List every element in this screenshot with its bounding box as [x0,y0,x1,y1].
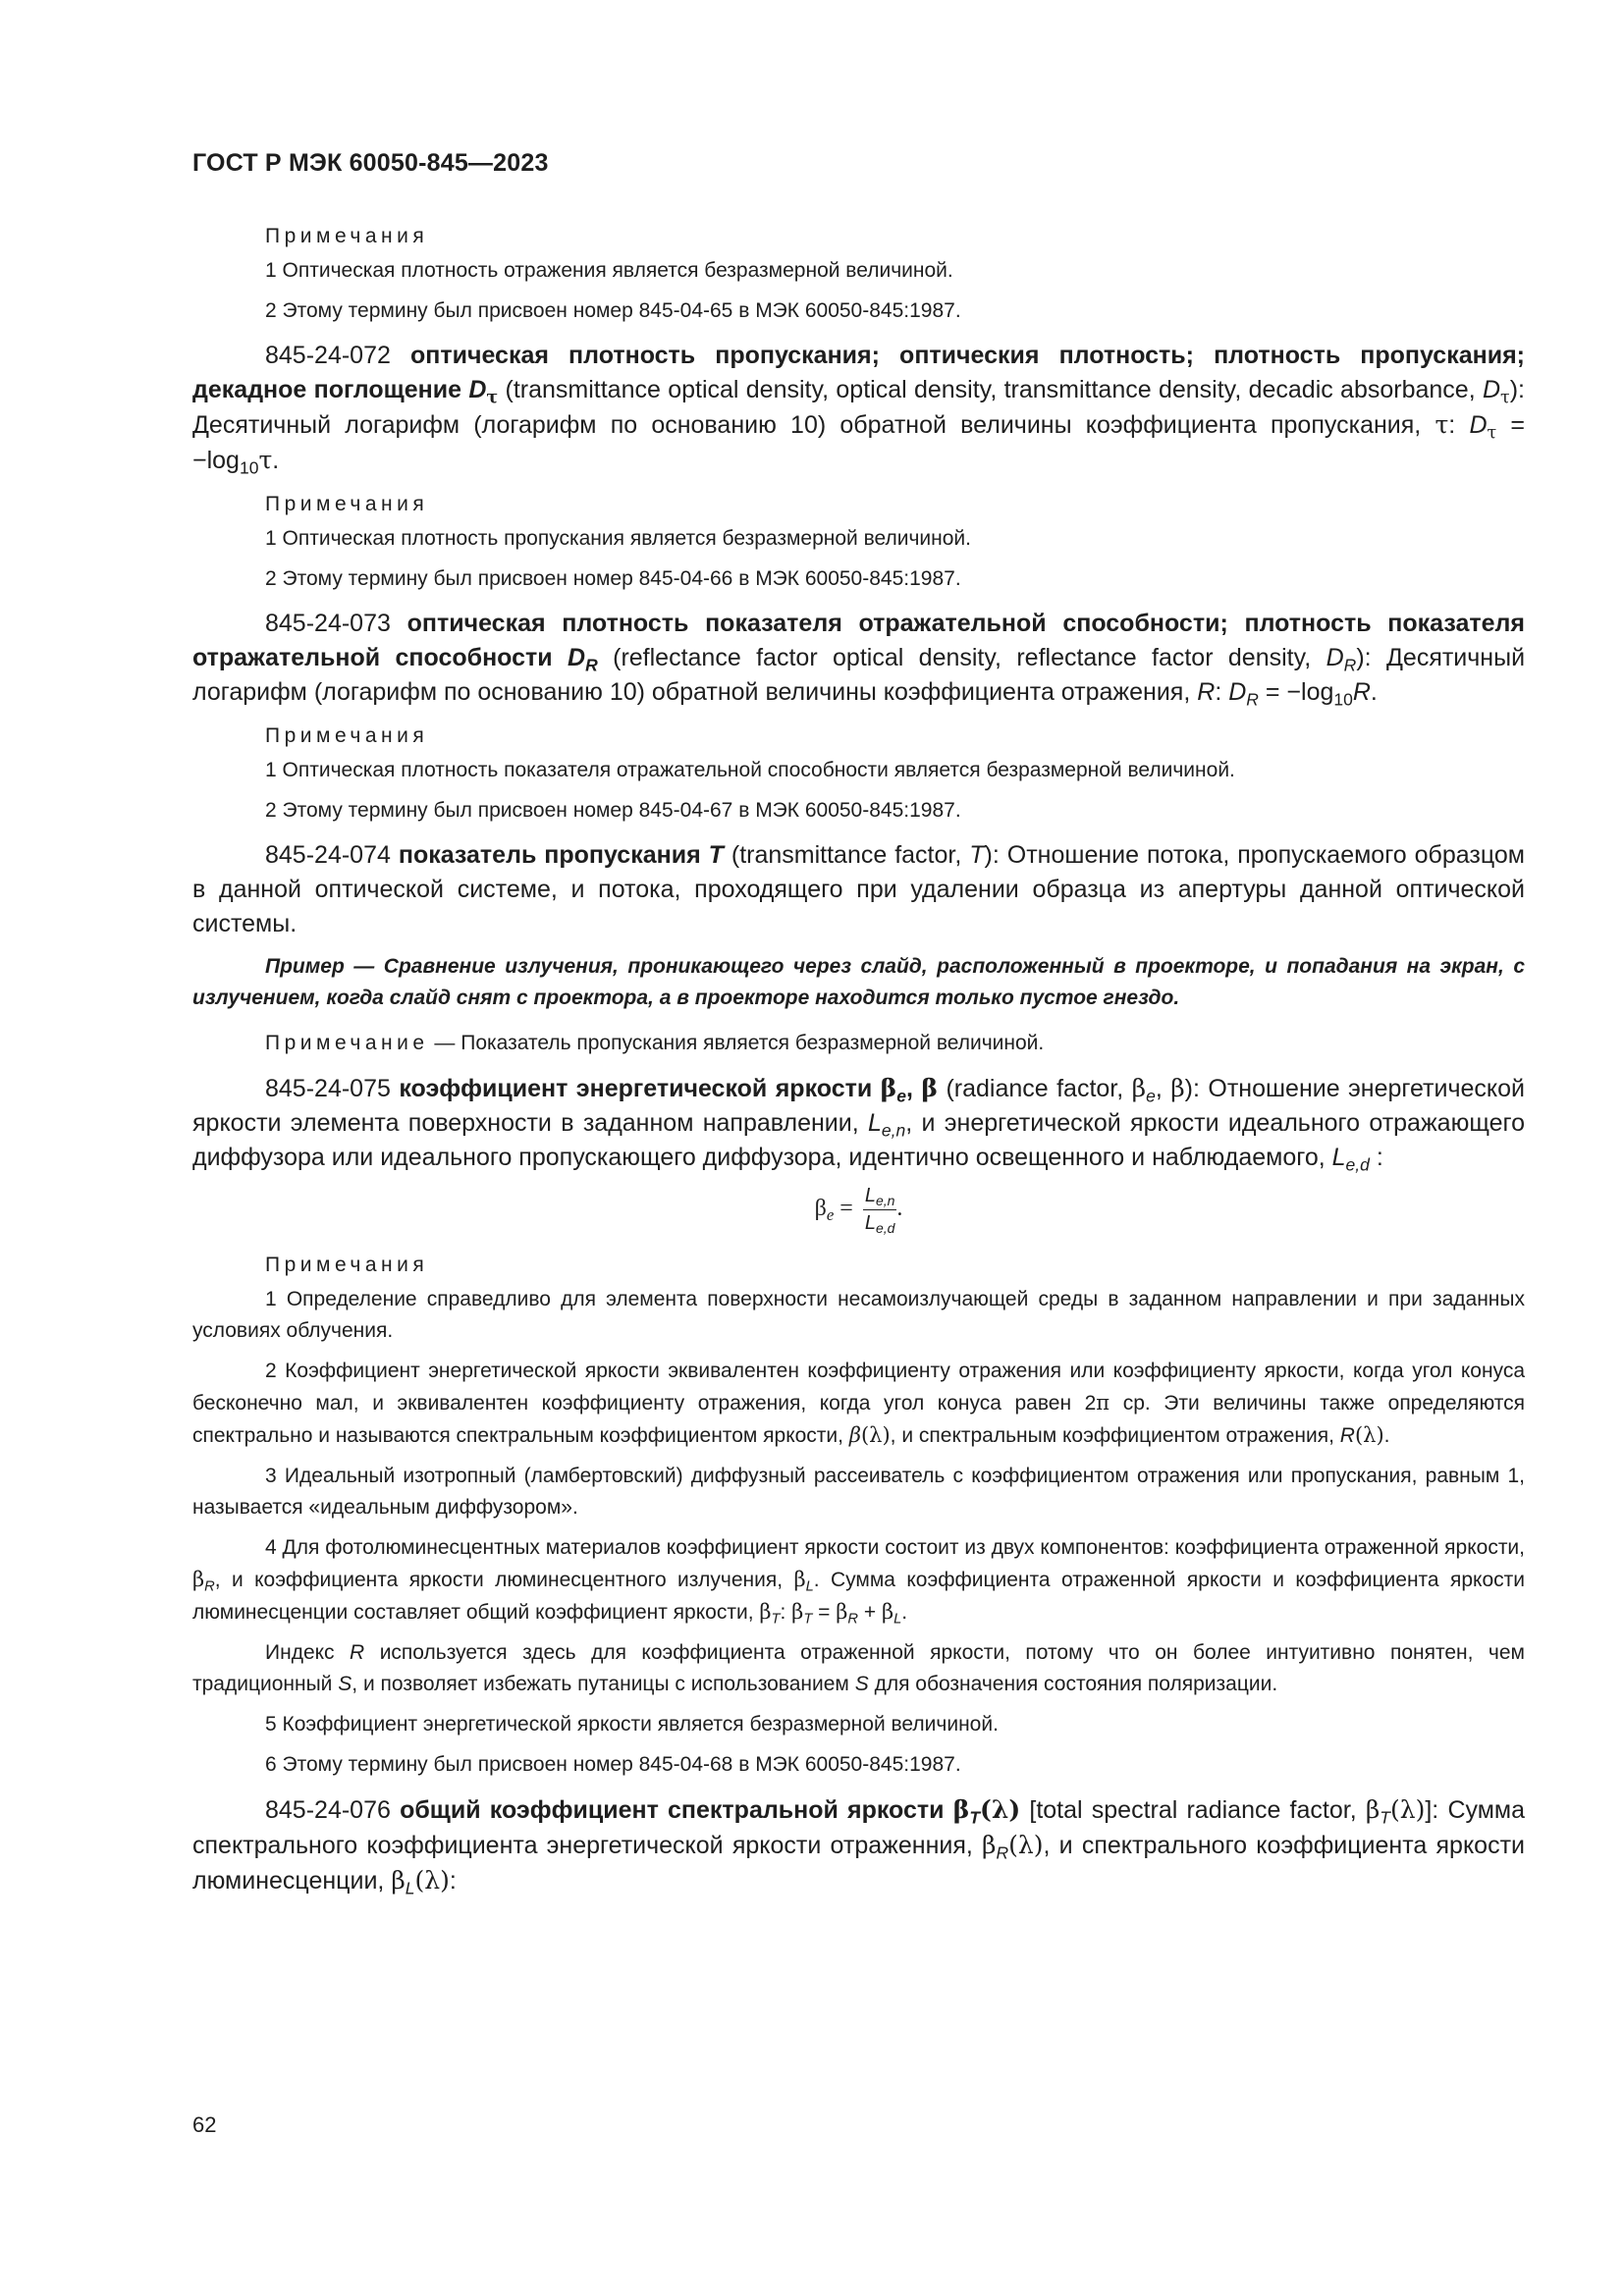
note-text: 1 Оптическая плотность показателя отражательной способности является безразмерной величиной. [265,759,1235,781]
symbol-sub: τ [1500,388,1510,408]
notes-heading: Примечания [265,724,429,747]
page [192,0,1525,2296]
term-name: общий коэффициент спектральной яркости [400,1796,945,1824]
tau: τ [258,446,273,474]
beta-sub: R [996,1842,1009,1863]
english-close: ): [1509,376,1526,403]
colon: : [449,1867,457,1895]
formula-base: 10 [239,457,259,478]
term-number: 845-24-075 [265,1075,391,1102]
note-text: 5 Коэффициент энергетической яркости является безразмерной величиной. [265,1713,999,1735]
symbol-r: R [350,1641,365,1664]
note-text: 2 Этому термину был присвоен номер 845-04-67 в МЭК 60050-845:1987. [265,799,961,822]
symbol-l: L [864,1185,876,1206]
symbol: D [1326,644,1344,671]
note-text: , и спектральным коэффициентом отражения, [890,1424,1334,1447]
beta: β [1170,1074,1185,1102]
example-text: Пример — Сравнение излучения, проникающего через слайд, расположенный в проекторе, и попадания на экран, с излучением, когда слайд снят с проектора, а в проекторе находится только пустое гнездо. [192,955,1525,1009]
note-text: . Сумма коэффициента отраженной яркости и коэффициента яркости люминесценции составляет общий коэффициент яркости, [192,1569,1525,1624]
term-number: 845-24-074 [265,841,391,869]
note-text: 4 Для фотолюминесцентных материалов коэффициент яркости состоит из двух компонентов: коэффициента отраженной яркости, [265,1536,1525,1559]
term-symbol: D [468,376,487,403]
note-4: 4 Для фотолюминесцентных материалов коэффициент яркости состоит из двух компонентов: коэффициента отраженной яркости, $\beta_R$, и коэффициента яркости люминесцентного излучения, $\beta_L$. Сумма коэффициента отраженной яркости и коэффициента яркости люминесценции составляет общий коэффициент яркости, $\beta_T$: $\beta_T = \beta_R + \beta_L$. [192,1536,1525,1628]
symbol: D [1228,678,1247,706]
note-text: 2 Коэффициент энергетической яркости эквивалентен коэффициенту отражения или коэффициенту яркости, когда угол конуса бесконечно мал, и эквивалентен коэффициенту отражения, когда угол конуса равен 2 [192,1360,1525,1415]
note-text: ср. Эти величины также определяются спектрально и называются спектральным коэффициентом яркости, [192,1392,1525,1447]
beta-sub: L [405,1878,415,1898]
beta-sub: e [826,1205,835,1225]
symbol-s: S [854,1673,869,1695]
beta-sub: L [805,1578,814,1595]
symbol-r: R [1339,1424,1355,1447]
beta: β [1131,1074,1147,1102]
beta: β [814,1196,827,1222]
beta: β [793,1568,806,1591]
symbol-r: R [1352,678,1371,706]
note-text: Индекс [265,1641,335,1664]
term-name: оптическая плотность пропускания; оптическия плотность; плотность пропускания; декадное поглощение [192,342,1525,403]
term-definition: , и спектрального коэффициента яркости люминесценции, [192,1832,1525,1895]
english-close: ): [1184,1075,1200,1102]
symbol-r: R [1197,678,1216,706]
note-text: 1 Определение справедливо для элемента поверхности несамоизлучающей среды в заданном направлении и при заданных условиях облучения. [192,1288,1525,1342]
symbol-sub: τ [1487,423,1497,444]
beta-sub: R [847,1611,858,1628]
english-close: ]: [1425,1796,1439,1824]
colon: : [1376,1144,1383,1171]
term-english: (transmittance optical density, optical density, transmittance density, decadic absorbance, [505,376,1476,403]
formula-part: = −log [1265,678,1334,706]
term-name: показатель пропускания [398,841,701,869]
beta: β [952,1795,970,1824]
lambda: (λ) [1008,1831,1044,1859]
beta: β [391,1866,406,1895]
notes-heading: Примечания [265,225,429,247]
term-entry-074 [192,838,1525,941]
beta: β [881,1600,894,1624]
beta-sub: T [803,1611,813,1628]
single-note [192,1028,1525,1059]
beta: β [880,1074,897,1102]
formula-base: 10 [1333,689,1353,710]
term-number: 845-24-073 [265,610,391,637]
fraction-numerator [863,1185,897,1210]
beta-sub: T [771,1611,781,1628]
term-english: (transmittance factor, [731,841,962,869]
beta-sub: R [204,1578,215,1595]
term-english: [total spectral radiance factor, [1029,1796,1357,1824]
term-number: 845-24-076 [265,1796,391,1824]
symbol: D [1469,411,1488,439]
note-text: 6 Этому термину был присвоен номер 845-04-68 в МЭК 60050-845:1987. [265,1753,961,1776]
notes-heading: Примечания [265,493,429,515]
beta-sub: e [1146,1086,1156,1106]
symbol-sub: R [1343,655,1357,675]
beta-sub: T [969,1807,981,1828]
equals: = [839,1196,853,1222]
beta: β [836,1600,848,1624]
beta-sub: e [896,1086,906,1106]
symbol-l-sub: e,d [1345,1154,1370,1175]
term-definition: Десятичный логарифм (логарифм по основанию 10) обратной величины коэффициента отражения, [192,644,1526,706]
english-close: ): [984,841,1000,869]
beta: β [759,1600,772,1624]
beta: β [1365,1795,1380,1824]
notes-heading: Примечания [265,1254,429,1276]
fraction-denominator [863,1210,897,1235]
lambda: (λ) [980,1795,1021,1824]
symbol-sub: R [1246,689,1259,710]
english-close: ): [1356,644,1372,671]
period: . [1383,1424,1390,1447]
note-text: 2 Этому термину был присвоен номер 845-04-66 в МЭК 60050-845:1987. [265,567,961,590]
note-4-index [192,1637,1525,1700]
note-label: Примечание [265,1032,429,1054]
term-name: коэффициент энергетической яркости [399,1075,873,1102]
term-english: (radiance factor, [946,1075,1124,1102]
term-name: оптическая плотность показателя отражательной способности; плотность показателя отражательной способности [192,610,1525,671]
beta: β [192,1568,205,1591]
formula-part: = −log [192,411,1525,474]
symbol-l-sub: e,n [875,1193,895,1209]
note-text: 3 Идеальный изотропный (ламбертовский) диффузный рассеиватель с коэффициентом отражения или пропускания, равным 1, называется «идеальным диффузором». [192,1465,1525,1519]
note-text: 1 Оптическая плотность пропускания является безразмерной величиной. [265,527,971,550]
running-header: ГОСТ Р МЭК 60050-845—2023 [192,149,549,177]
beta-sub: T [1380,1807,1390,1828]
symbol-l-sub: e,n [881,1120,906,1141]
symbol-l: L [1331,1144,1346,1171]
lambda: (λ) [1390,1795,1426,1824]
note-text: , и позволяет избежать путаницы с использованием [352,1673,849,1695]
term-entry-075: 845-24-075 коэффициент энергетической яркости $\beta_e$, β (radiance factor, $\beta_e$, β): Отношение энергетической яркости элемента поверхности в заданном направлении, $L_{e,n}$, и энергетической яркости идеального отражающего диффузора или идеального пропускающего диффузора, идентично освещенного и наблюдаемого, $L_{e,d}$ : [192,1074,1525,1175]
note-text: 1 Оптическая плотность отражения является безразмерной величиной. [265,259,953,282]
lambda: (λ) [414,1866,450,1895]
term-symbol-sub: R [585,655,598,675]
term-symbol: D [568,644,586,671]
beta: β [921,1074,938,1102]
term-definition: Отношение потока, пропускаемого образцом в данной оптической системе, и потока, проходящего при удалении образца из апертуры данной оптической системы. [192,841,1525,937]
term-symbol-sub: τ [486,388,499,408]
note-text: 2 Этому термину был присвоен номер 845-04-65 в МЭК 60050-845:1987. [265,299,961,322]
fraction [863,1185,897,1235]
term-number: 845-24-072 [265,342,391,369]
beta: β [848,1423,861,1447]
pi: π [1096,1391,1110,1415]
symbol-l-sub: e,d [875,1220,895,1237]
symbol: D [1482,376,1501,403]
lambda: (λ) [1354,1423,1384,1447]
beta: β [791,1600,804,1624]
term-definition: Отношение энергетической яркости элемента поверхности в заданном направлении, [192,1075,1525,1137]
beta: β [982,1831,997,1859]
note-2 [192,1356,1525,1452]
symbol-l: L [864,1212,876,1234]
note-text: , и коэффициента яркости люминесцентного излучения, [214,1569,784,1591]
term-entry-072: 845-24-072 оптическая плотность пропускания; оптическия плотность; плотность пропускания; декадное поглощение $D_\tau$ (transmittance optical density, optical density, transmittance density, decadic absorbance, $D_\tau$): Десятичный логарифм (логарифм по основанию 10) обратной величины коэффициента пропускания, τ: $D_\tau = -\log_{10}\tau$. [192,342,1526,478]
term-definition: , и энергетической яркости идеального отражающего диффузора или идеального пропускающего диффузора, идентично освещенного и наблюдаемого, [192,1109,1525,1171]
symbol: T [969,841,985,869]
note-text: для обозначения состояния поляризации. [874,1673,1278,1695]
note-text: используется здесь для коэффициента отраженной яркости, потому что он более интуитивно понятен, чем традиционный [192,1641,1525,1695]
document-body [192,220,1525,1908]
symbol-l: L [867,1109,882,1137]
symbol-s: S [338,1673,352,1695]
note-text: — Показатель пропускания является безразмерной величиной. [434,1032,1045,1054]
term-entry-073: 845-24-073 оптическая плотность показателя отражательной способности; плотность показателя отражательной способности $D_R$ (reflectance factor optical density, reflectance factor density, $D_R$): Десятичный логарифм (логарифм по основанию 10) обратной величины коэффициента отражения, R: $D_R = -\log_{10}R$. [192,610,1526,710]
term-definition: Сумма спектрального коэффициента энергетической яркости отраженния, [192,1796,1526,1859]
term-symbol: T [708,841,724,869]
term-english: (reflectance factor optical density, reflectance factor density, [613,644,1312,671]
term-entry-076 [192,1792,1525,1898]
beta-sub: L [893,1611,902,1628]
term-definition: Десятичный логарифм (логарифм по основанию 10) обратной величины коэффициента пропускания, [192,411,1422,439]
formula-radiance-factor: $\beta_e$ = $\frac{L_{e,n}}{L_{e,d}}$ . [814,1185,903,1237]
equals: = [818,1601,831,1624]
tau: τ [1435,410,1449,439]
plus: + [863,1601,877,1624]
page-number: 62 [192,2112,217,2137]
lambda: (λ) [860,1423,891,1447]
